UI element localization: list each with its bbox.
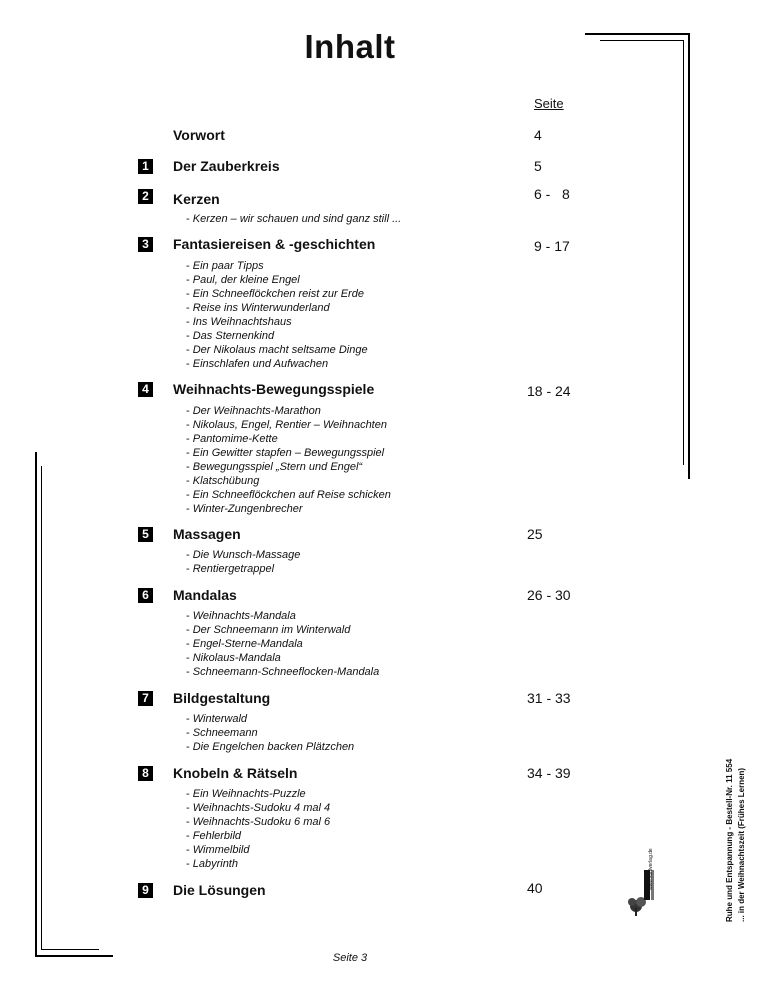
toc-row-vorwort — [0, 127, 700, 147]
frame-line-left-outer — [35, 452, 37, 957]
toc-row-4 — [0, 381, 700, 401]
section-title: Vorwort — [173, 127, 225, 143]
frame-line-top-inner — [600, 40, 684, 41]
publisher-sidebar — [705, 622, 765, 922]
subitem: - Der Nikolaus macht seltsame Dinge — [186, 343, 368, 357]
section-pages: 9 - 17 — [534, 238, 570, 254]
subitem: - Pantomime-Kette — [186, 432, 391, 446]
subitem: - Die Engelchen backen Plätzchen — [186, 740, 354, 754]
subitem: - Fehlerbild — [186, 829, 330, 843]
subitem-list-5 — [186, 548, 300, 576]
toc-row-6 — [0, 587, 700, 607]
subitem: - Der Schneemann im Winterwald — [186, 623, 379, 637]
subitem-list-6 — [186, 609, 379, 679]
subitem: - Weihnachts-Sudoku 6 mal 6 — [186, 815, 330, 829]
subitem: - Nikolaus, Engel, Rentier – Weihnachten — [186, 418, 391, 432]
section-title: Die Lösungen — [173, 882, 266, 898]
subitem: - Ein Schneeflöckchen auf Reise schicken — [186, 488, 391, 502]
subitem: - Kerzen – wir schauen und sind ganz still ... — [186, 212, 401, 226]
section-number-badge: 3 — [138, 237, 153, 252]
section-title: Knobeln & Rätseln — [173, 765, 298, 781]
sidebar-title-line: Ruhe und Entspannung - Bestell-Nr. 11 554 — [725, 758, 734, 922]
section-number-badge: 8 — [138, 766, 153, 781]
toc-row-3 — [0, 236, 700, 256]
section-number-badge: 6 — [138, 588, 153, 603]
frame-line-left-inner — [41, 466, 42, 949]
section-title: Massagen — [173, 526, 241, 542]
subitem: - Nikolaus-Mandala — [186, 651, 379, 665]
toc-row-5 — [0, 526, 700, 546]
subitem-list-7 — [186, 712, 354, 754]
section-pages: 4 — [534, 127, 542, 143]
subitem: - Klatschübung — [186, 474, 391, 488]
toc-row-9 — [0, 882, 700, 902]
subitem: - Schneemann-Schneeflocken-Mandala — [186, 665, 379, 679]
subitem-list-2 — [186, 212, 401, 226]
subitem: - Reise ins Winterwunderland — [186, 301, 368, 315]
subitem: - Ein Gewitter stapfen – Bewegungsspiel — [186, 446, 391, 460]
section-pages: 34 - 39 — [527, 765, 571, 781]
pages-column-header: Seite — [534, 96, 564, 111]
section-title: Mandalas — [173, 587, 237, 603]
section-title: Kerzen — [173, 191, 220, 207]
section-number-badge: 5 — [138, 527, 153, 542]
publisher-url-text: www.kohlverlag.de — [648, 848, 654, 890]
toc-row-7 — [0, 690, 700, 710]
subitem: - Wimmelbild — [186, 843, 330, 857]
subitem-list-4 — [186, 404, 391, 516]
section-number-badge: 2 — [138, 189, 153, 204]
section-number-badge: 1 — [138, 159, 153, 174]
subitem: - Engel-Sterne-Mandala — [186, 637, 379, 651]
section-pages: 31 - 33 — [527, 690, 571, 706]
section-pages: 40 — [527, 880, 543, 896]
section-title: Der Zauberkreis — [173, 158, 280, 174]
section-pages: 6 - 8 — [534, 186, 570, 202]
subitem: - Paul, der kleine Engel — [186, 273, 368, 287]
subitem: - Das Sternenkind — [186, 329, 368, 343]
subitem: - Weihnachts-Sudoku 4 mal 4 — [186, 801, 330, 815]
page-number-footer: Seite 3 — [332, 952, 368, 964]
sidebar-subtitle-line: ... in der Weihnachtszeit (Frühes Lernen) — [737, 767, 746, 922]
subitem: - Die Wunsch-Massage — [186, 548, 300, 562]
section-pages: 18 - 24 — [527, 383, 571, 399]
frame-line-right-inner — [683, 40, 684, 465]
subitem: - Ein Schneeflöckchen reist zur Erde — [186, 287, 368, 301]
frame-line-bottom-inner — [41, 949, 99, 950]
subitem-list-8 — [186, 787, 330, 871]
subitem: - Der Weihnachts-Marathon — [186, 404, 391, 418]
section-pages: 25 — [527, 526, 543, 542]
section-title: Weihnachts-Bewegungsspiele — [173, 381, 375, 397]
subitem: - Ins Weihnachtshaus — [186, 315, 368, 329]
subitem: - Weihnachts-Mandala — [186, 609, 379, 623]
frame-line-top-outer — [585, 33, 690, 35]
subitem: - Rentiergetrappel — [186, 562, 300, 576]
subitem: - Labyrinth — [186, 857, 330, 871]
page-title: Inhalt — [304, 28, 396, 65]
subitem-list-3 — [186, 259, 368, 371]
toc-row-8 — [0, 765, 700, 785]
section-title: Fantasiereisen & -geschichten — [173, 236, 376, 252]
subitem: - Winter-Zungenbrecher — [186, 502, 391, 516]
frame-line-right-outer — [688, 33, 690, 479]
section-pages: 5 — [534, 158, 542, 174]
section-number-badge: 9 — [138, 883, 153, 898]
section-number-badge: 4 — [138, 382, 153, 397]
subitem: - Bewegungsspiel „Stern und Engel“ — [186, 460, 391, 474]
subitem: - Einschlafen und Aufwachen — [186, 357, 368, 371]
section-number-badge: 7 — [138, 691, 153, 706]
section-title: Bildgestaltung — [173, 690, 271, 706]
toc-row-2 — [0, 186, 700, 209]
section-pages: 26 - 30 — [527, 587, 571, 603]
subitem: - Schneemann — [186, 726, 354, 740]
subitem: - Ein Weihnachts-Puzzle — [186, 787, 330, 801]
subitem: - Winterwald — [186, 712, 354, 726]
subitem: - Ein paar Tipps — [186, 259, 368, 273]
toc-row-1 — [0, 158, 700, 178]
